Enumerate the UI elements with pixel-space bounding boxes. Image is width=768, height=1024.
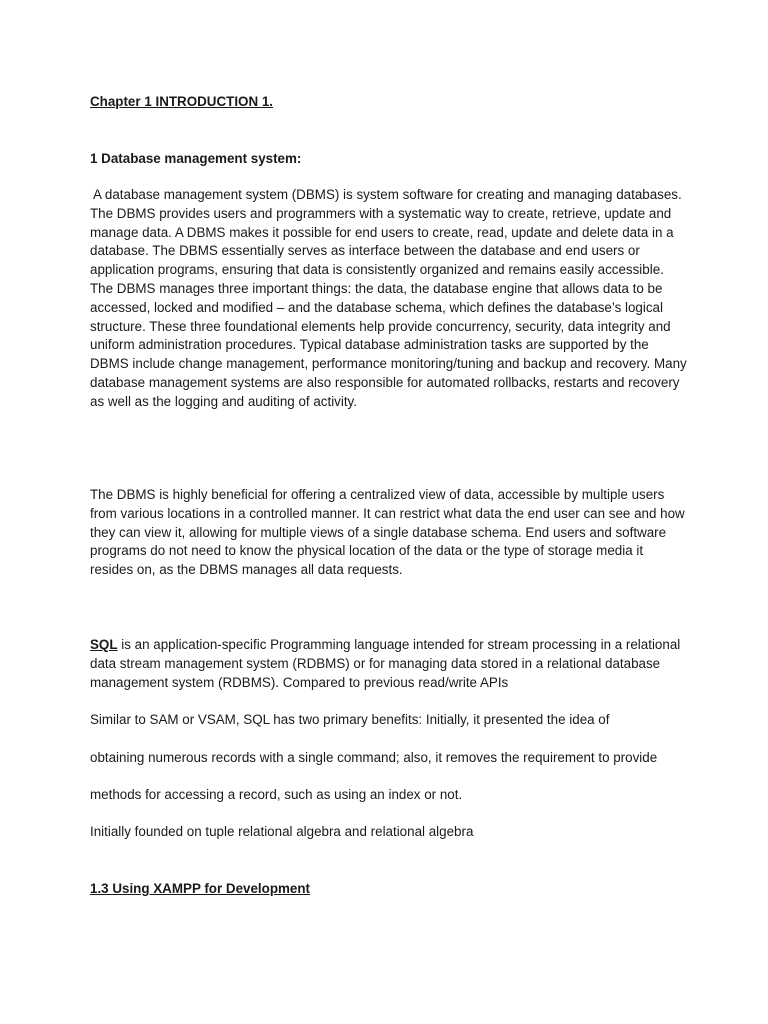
paragraph-dbms-definition-text: A database management system (DBMS) is system software for creating and managing databases. The DBMS provides users and programmers with a systematic way to create, retrieve, update and manage data. A DBMS makes it possible for end users to create, read, update and delete data in a database. The DBMS essentially serves as interface between the database and end users or application programs, ensuring that data is consistently organized and remains easily accessible. The DBMS manages three important things: the data, the database engine that allows data to be accessed, locked and modified – and the database schema, which defines the database’s logical structure. These three foundational elements help provide concurrency, security, data integrity and uniform administration procedures. Typical database administration tasks are supported by the DBMS include change management, performance monitoring/tuning and backup and recovery. Many database management systems are also responsible for automated rollbacks, restarts and recovery as well as the logging and auditing of activity.: [90, 187, 687, 409]
sql-algebra-line: Initially founded on tuple relational algebra and relational algebra: [90, 824, 474, 839]
paragraph-dbms-definition: [90, 186, 688, 412]
chapter-title: Chapter 1 INTRODUCTION 1.: [90, 94, 274, 109]
section-heading: 1 Database management system:: [90, 151, 302, 166]
sql-benefits-line-1: Similar to SAM or VSAM, SQL has two primary benefits: Initially, it presented the idea of: [90, 712, 610, 727]
sql-benefits-line-2: obtaining numerous records with a single command; also, it removes the requirement to provide: [90, 750, 658, 765]
sql-benefits-line-3: methods for accessing a record, such as using an index or not.: [90, 787, 463, 802]
paragraph-sql-text: is an application-specific Programming language intended for stream processing in a relational data stream management system (RDBMS) or for managing data stored in a relational database management system (RDBMS). Compared to previous read/write APIs: [90, 637, 681, 690]
paragraph-dbms-benefits: The DBMS is highly beneficial for offering a centralized view of data, accessible by multiple users from various locations in a controlled manner. It can restrict what data the end user can see and how they can view it, allowing for multiple views of a single database schema. End users and software programs do not need to know the physical location of the data or the type of storage media it resides on, as the DBMS manages all data requests.: [90, 487, 685, 578]
paragraph-sql: [90, 636, 688, 692]
sql-term: SQL: [90, 637, 118, 652]
xampp-section-heading: 1.3 Using XAMPP for Development: [90, 881, 311, 896]
